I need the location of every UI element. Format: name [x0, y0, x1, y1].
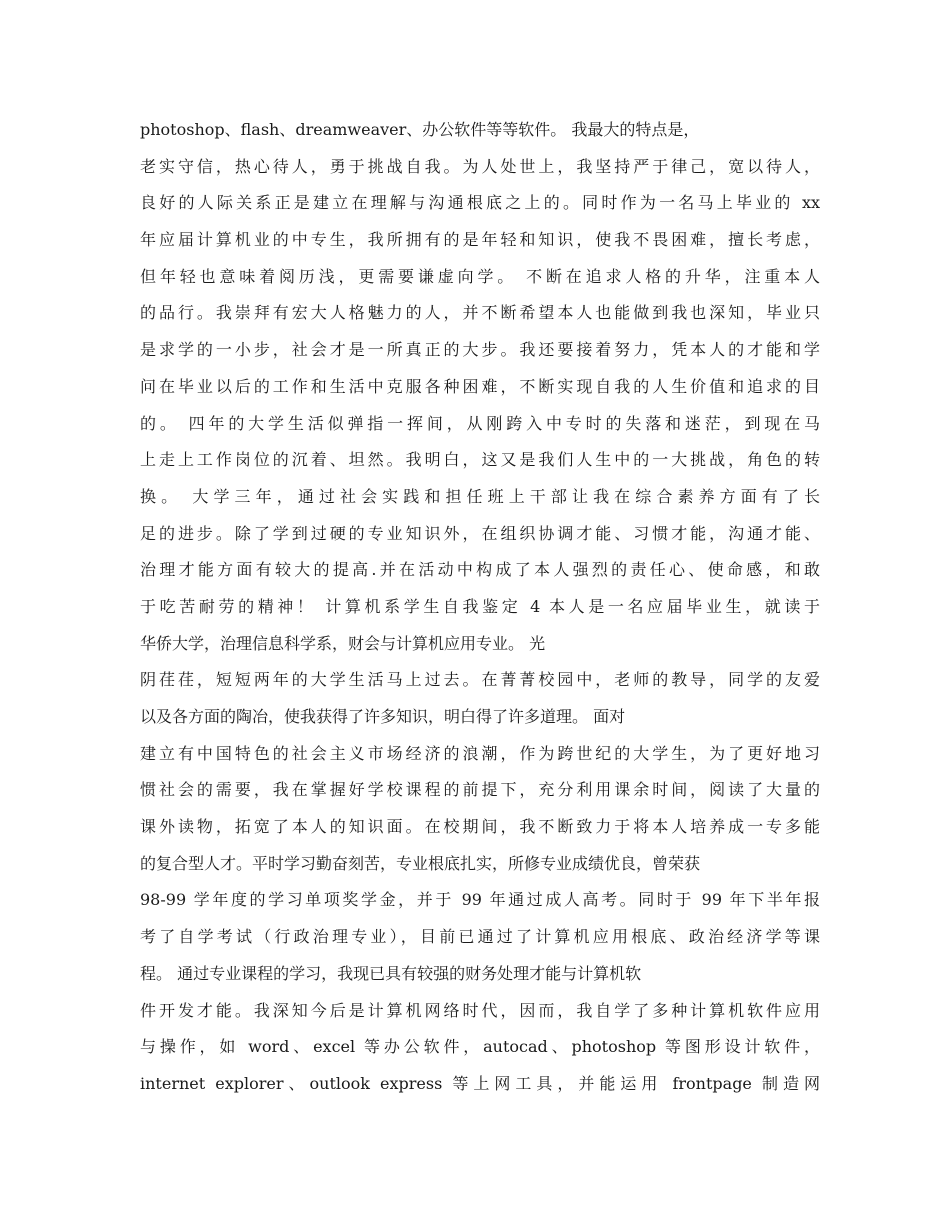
- text-line: 治理才能方面有较大的提高.并在活动中构成了本人强烈的责任心、使命感，和敢: [140, 560, 820, 580]
- text-line: photoshop、flash、dreamweaver、办公软件等等软件。 我最大的特点是，: [140, 120, 700, 139]
- text-line: 换。 大学三年，通过社会实践和担任班上干部让我在综合素养方面有了长: [140, 486, 820, 506]
- text-line: 考了自学考试（行政治理专业），目前已通过了计算机应用根底、政治经济学等课: [140, 927, 820, 947]
- text-line: 建立有中国特色的社会主义市场经济的浪潮，作为跨世纪的大学生，为了更好地习: [140, 743, 820, 763]
- text-line: 的。 四年的大学生活似弹指一挥间，从刚跨入中专时的失落和迷茫，到现在马: [140, 413, 820, 433]
- text-line: internet explorer、outlook express 等上网工具，并能运用 frontpage 制造网: [140, 1073, 820, 1093]
- text-line: 的复合型人才。平时学习勤奋刻苦，专业根底扎实，所修专业成绩优良，曾荣获: [140, 853, 701, 873]
- text-line: 件开发才能。我深知今后是计算机网络时代，因而，我自学了多种计算机软件应用: [140, 1000, 820, 1020]
- text-line: 于吃苦耐劳的精神！ 计算机系学生自我鉴定 4 本人是一名应届毕业生，就读于: [140, 596, 820, 616]
- text-line: 与操作，如 word、excel 等办公软件，autocad、photoshop 等图形设计软件，: [140, 1037, 820, 1057]
- text-line: 以及各方面的陶冶，使我获得了许多知识，明白得了许多道理。 面对: [140, 707, 626, 726]
- text-line: 是求学的一小步，社会才是一所真正的大步。我还要接着努力，凭本人的才能和学: [140, 340, 820, 360]
- text-line: 课外读物，拓宽了本人的知识面。在校期间，我不断致力于将本人培养成一专多能: [140, 817, 820, 837]
- text-line: 足的进步。除了学到过硬的专业知识外，在组织协调才能、习惯才能，沟通才能、: [140, 523, 820, 543]
- text-line: 98-99 学年度的学习单项奖学金，并于 99 年通过成人高考。同时于 99 年下半年报: [140, 890, 820, 910]
- text-line: 老实守信，热心待人，勇于挑战自我。为人处世上，我坚持严于律己，宽以待人，: [140, 156, 820, 176]
- body-text: [140, 112, 820, 1103]
- text-line: 的品行。我崇拜有宏大人格魅力的人，并不断希望本人也能做到我也深知，毕业只: [140, 303, 820, 323]
- text-line: 华侨大学，治理信息科学系，财会与计算机应用专业。 光: [140, 633, 546, 653]
- text-line: 惯社会的需要，我在掌握好学校课程的前提下，充分利用课余时间，阅读了大量的: [140, 780, 820, 800]
- text-line: 但年轻也意味着阅历浅，更需要谦虚向学。 不断在追求人格的升华，注重本人: [140, 266, 820, 286]
- text-line: 上走上工作岗位的沉着、坦然。我明白，这又是我们人生中的一大挑战，角色的转: [140, 450, 820, 470]
- text-line: 程。 通过专业课程的学习，我现已具有较强的财务处理才能与计算机软: [140, 963, 642, 983]
- text-line: 问在毕业以后的工作和生活中克服各种困难，不断实现自我的人生价值和追求的目: [140, 376, 820, 396]
- text-line: 阴荏荏，短短两年的大学生活马上过去。在菁菁校园中，老师的教导，同学的友爱: [140, 670, 820, 690]
- text-line: 年应届计算机业的中专生，我所拥有的是年轻和知识，使我不畏困难，擅长考虑，: [140, 230, 820, 250]
- text-line: 良好的人际关系正是建立在理解与沟通根底之上的。同时作为一名马上毕业的 xx: [140, 193, 820, 213]
